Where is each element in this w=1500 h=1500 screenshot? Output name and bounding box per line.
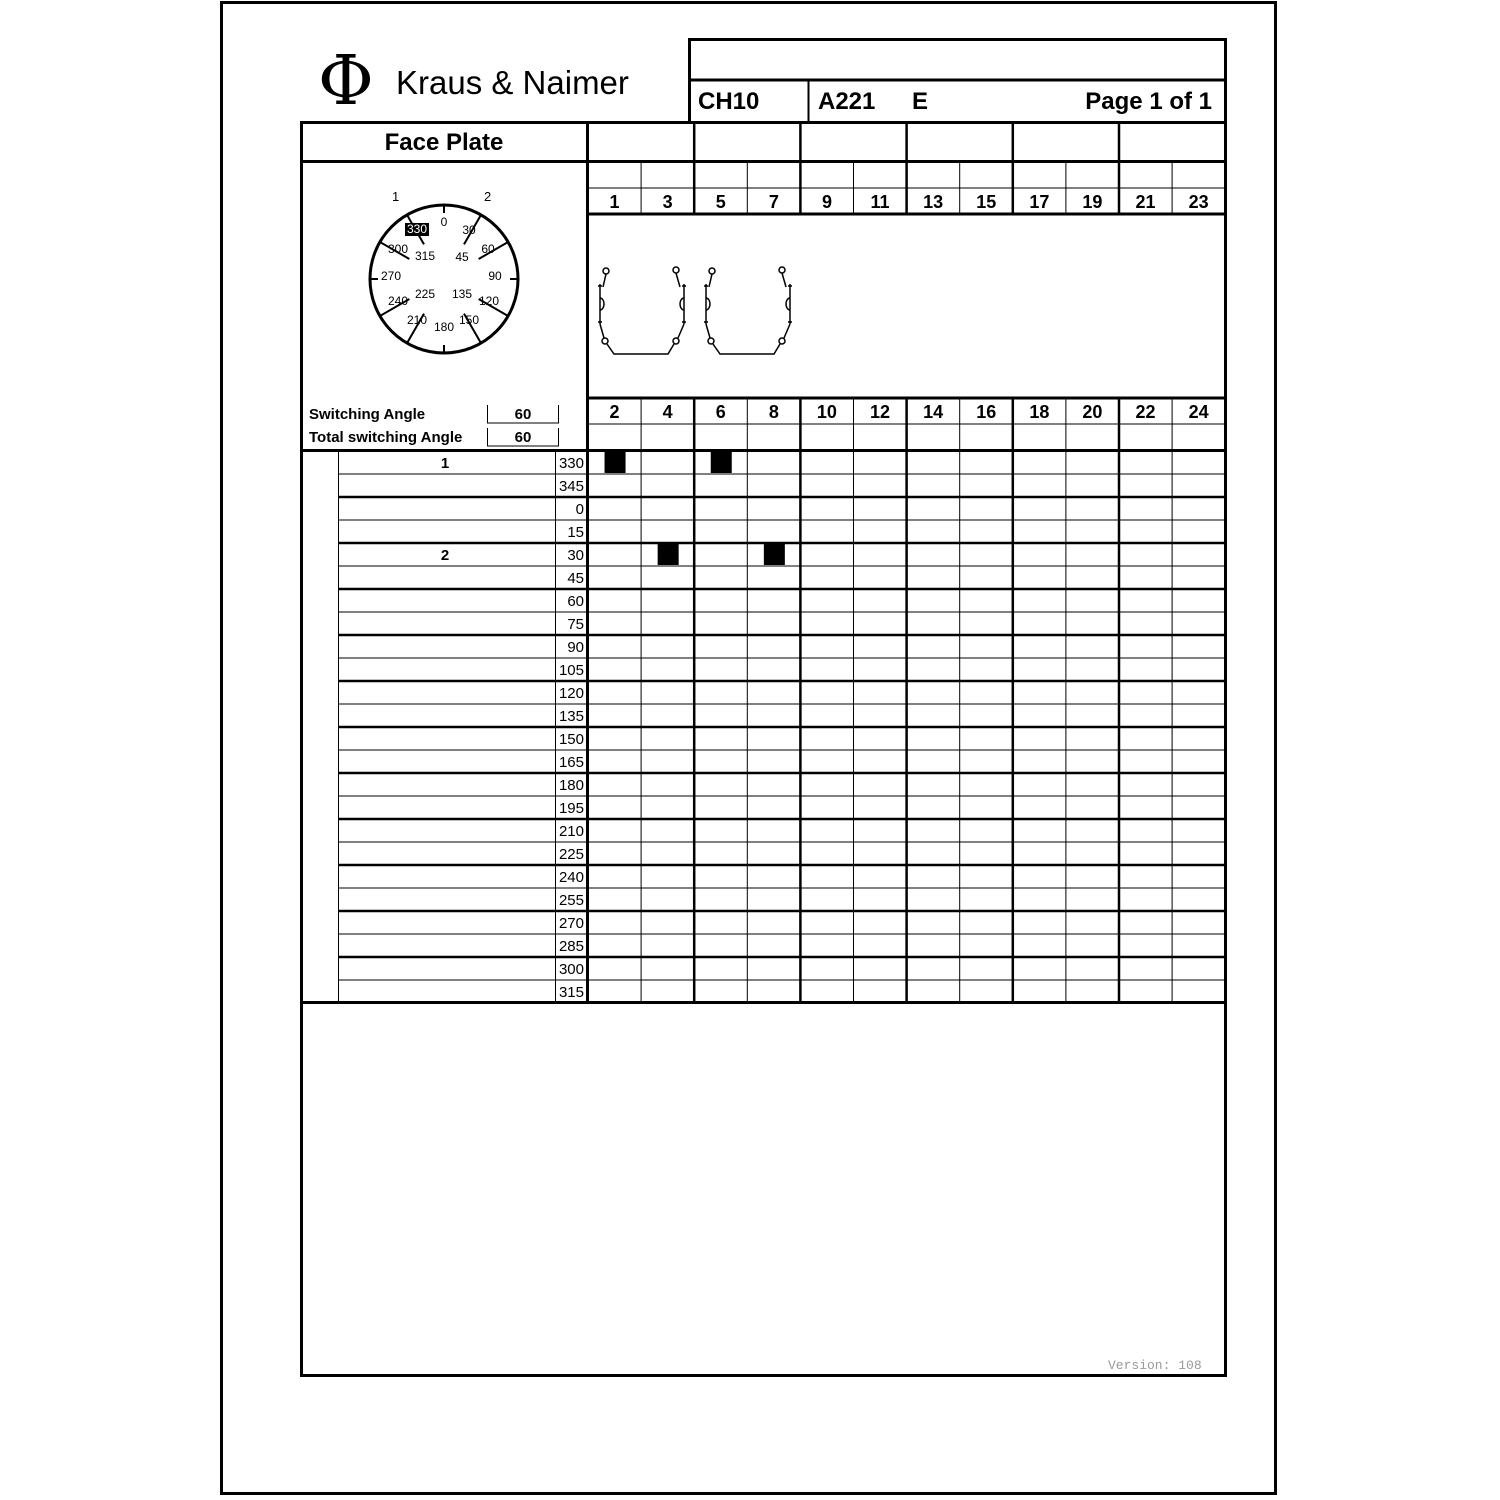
terminal-top-21: 21 [1135,192,1156,212]
dial-label-270: 270 [380,269,402,283]
terminal-numbers [610,192,1209,422]
angle-label: 150 [558,731,584,748]
terminal-top-9: 9 [821,192,832,212]
terminal-bottom-18: 18 [1029,402,1050,422]
terminal-dot [602,338,608,344]
total-switching-angle-label: Total switching Angle [309,429,463,446]
contact-right [676,273,686,324]
terminal-top-13: 13 [923,192,944,212]
terminal-bottom-14: 14 [923,402,944,422]
dial-label-210: 210 [406,313,428,327]
angle-label: 240 [558,869,584,886]
contact-right [782,273,792,324]
terminal-bottom-16: 16 [976,402,997,422]
dial-label-90: 90 [488,269,502,283]
main-frame [300,121,1227,1377]
terminal-bottom-4: 4 [662,402,673,422]
dial-label-120: 120 [478,294,500,308]
angle-label: 0 [575,501,584,518]
closed-contact-mark [764,544,785,565]
terminal-top-17: 17 [1029,192,1050,212]
terminal-bottom-12: 12 [870,402,891,422]
header-code-e: E [912,88,929,115]
position-row-label: 1 [440,455,450,472]
terminal-top-15: 15 [976,192,997,212]
dial-label-180: 180 [433,320,455,334]
closed-contact-mark [605,452,626,473]
dial-label-240: 240 [387,294,409,308]
angle-label: 30 [567,547,584,564]
terminal-dot [709,268,715,274]
contact-bridge [607,344,674,354]
angle-label: 180 [558,777,584,794]
terminal-bottom-8: 8 [768,402,779,422]
dial-label-150: 150 [458,313,480,327]
version-label: Version: 108 [1108,1358,1202,1373]
angle-label: 285 [558,938,584,955]
contact-element [598,267,686,354]
angle-label: 105 [558,662,584,679]
terminal-top-23: 23 [1188,192,1209,212]
terminal-dot [708,338,714,344]
header-code-a221: A221 [818,88,876,115]
switching-angle-value: 60 [514,406,532,423]
program-grid [588,122,1226,1003]
terminal-bottom-24: 24 [1188,402,1209,422]
contact-leg [600,324,604,338]
terminal-top-11: 11 [870,192,890,212]
contact-bridge [713,344,780,354]
header-page-number: Page 1 of 1 [1085,88,1212,115]
position-label-2: 2 [484,189,492,204]
header-box [688,38,1226,122]
angle-label: 15 [567,524,584,541]
terminal-top-3: 3 [662,192,673,212]
angle-label: 165 [558,754,584,771]
logo-phi-symbol: Φ [318,42,374,121]
header-code-ch10: CH10 [698,88,760,115]
closed-contact-mark [711,452,732,473]
position-label-1: 1 [392,189,400,204]
dial-label-330: 330 [406,222,428,236]
angle-label: 255 [558,892,584,909]
dial-label-315: 315 [414,249,436,263]
contact-schematic [598,267,792,354]
face-plate-dial [370,205,518,353]
terminal-top-1: 1 [609,192,620,212]
angle-label: 300 [558,961,584,978]
angle-label: 120 [558,685,584,702]
company-name: Kraus & Naimer [396,64,629,101]
contact-element [704,267,792,354]
switching-angle-label: Switching Angle [309,406,426,423]
terminal-bottom-10: 10 [816,402,837,422]
terminal-dot [779,267,785,273]
contact-leg [784,324,790,338]
terminal-bottom-22: 22 [1135,402,1156,422]
angle-label: 90 [567,639,584,656]
terminal-dot [779,338,785,344]
terminal-top-5: 5 [715,192,726,212]
dial-label-60: 60 [481,242,495,256]
dial-label-30: 30 [462,223,476,237]
terminal-bottom-2: 2 [609,402,620,422]
contact-leg [678,324,684,338]
angle-label: 315 [558,984,584,1001]
angle-label: 75 [567,616,584,633]
angle-label: 45 [567,570,584,587]
terminal-top-19: 19 [1082,192,1103,212]
angle-label: 135 [558,708,584,725]
terminal-dot [603,268,609,274]
dial-label-45: 45 [455,250,469,264]
total-switching-angle-value: 60 [514,429,532,446]
dial-label-135: 135 [451,287,473,301]
angle-label: 330 [558,455,584,472]
angle-label: 270 [558,915,584,932]
terminal-dot [673,267,679,273]
angle-rows [338,451,1226,1003]
angle-label: 225 [558,846,584,863]
terminal-bottom-20: 20 [1082,402,1103,422]
face-plate-title: Face Plate [384,129,504,156]
dial-label-300: 300 [387,242,409,256]
dial-label-0: 0 [440,215,448,229]
angle-value-boxes [488,405,559,446]
angle-label: 210 [558,823,584,840]
angle-label: 60 [567,593,584,610]
terminal-top-7: 7 [768,192,779,212]
position-row-label: 2 [440,547,450,564]
angle-label: 345 [558,478,584,495]
angle-label: 195 [558,800,584,817]
closed-contact-mark [658,544,679,565]
terminal-dot [673,338,679,344]
terminal-bottom-6: 6 [715,402,726,422]
dial-label-225: 225 [414,287,436,301]
contact-leg [706,324,710,338]
